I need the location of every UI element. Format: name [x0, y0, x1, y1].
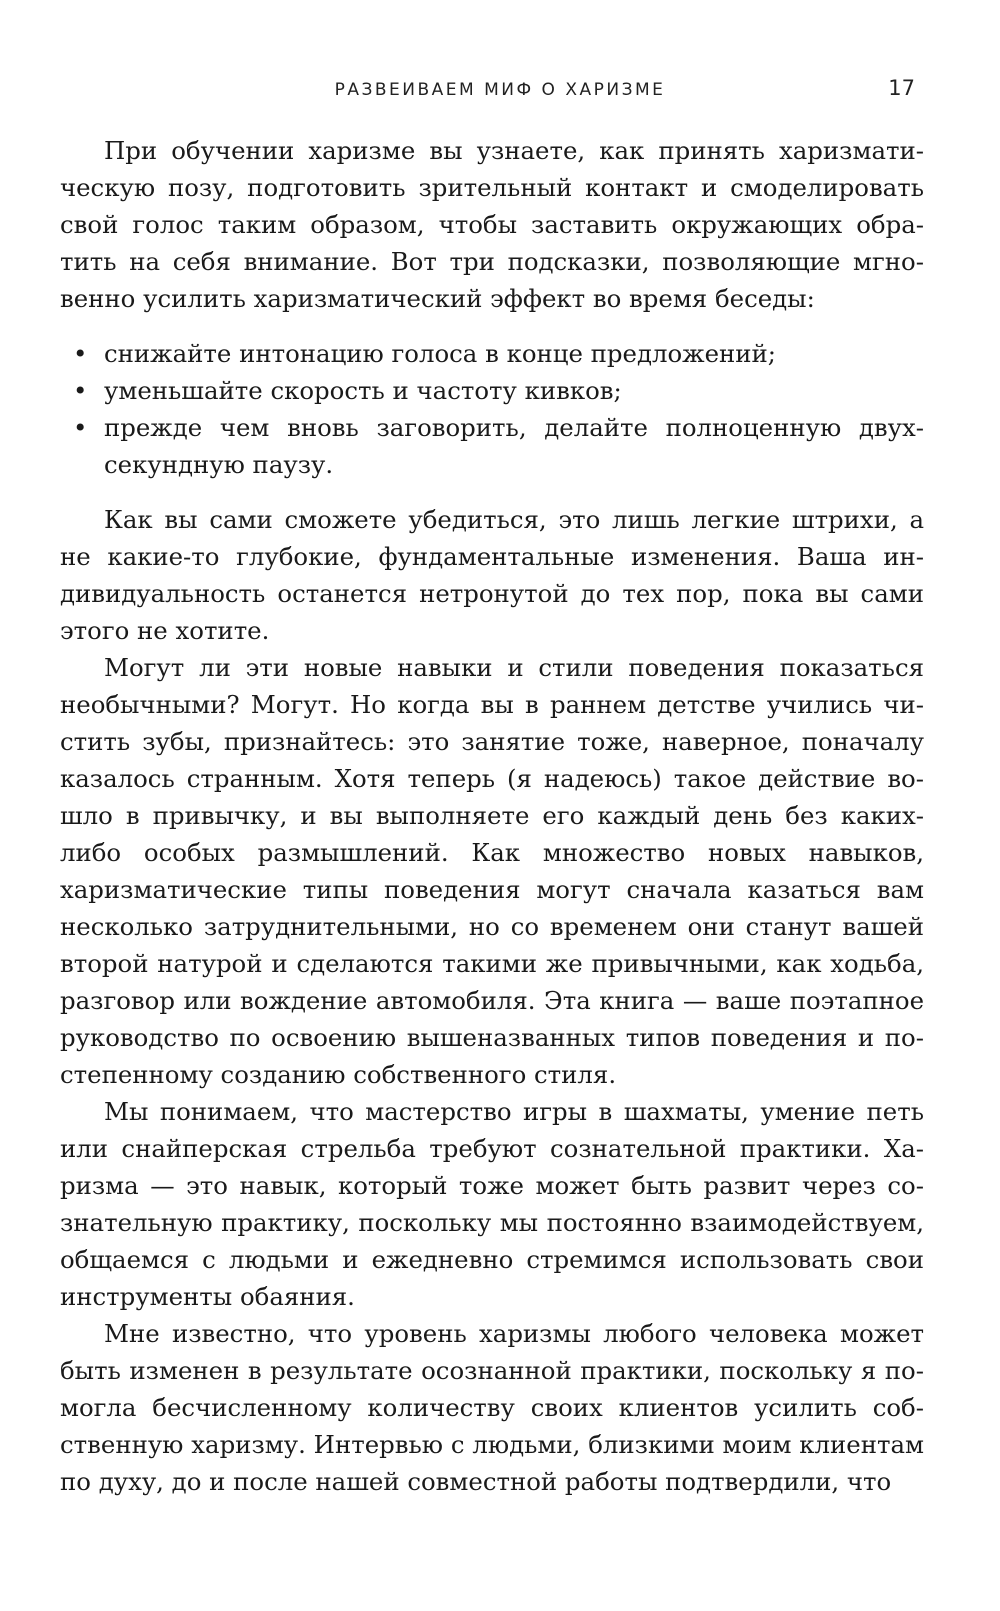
paragraph-4: Мы понимаем, что мастерство игры в шахматы, умение петь или снайперская стрельба требуют сознательной практики. Харизма — это навык, который тоже может быть развит через сознательную практику, поскольку мы постоянно взаимодействуем, общаемся с людьми и ежедневно стремимся использовать свои инструменты обаяния.	[60, 1097, 924, 1311]
paragraph-5: Мне известно, что уровень харизмы любого человека может быть изменен в результате осознанной практики, поскольку я помогла бесчисленному количеству своих клиентов усилить собственную харизму. Интервью с людьми, близкими моим клиентам по духу, до и после нашей совместной работы подтвердили, что	[60, 1319, 924, 1496]
list-item-text: снижайте интонацию голоса в конце предложений;	[104, 339, 777, 368]
bullet-marker: •	[73, 413, 88, 442]
body-text	[60, 132, 924, 1500]
paragraph-3: Могут ли эти новые навыки и стили поведения показаться необычными? Могут. Но когда вы в раннем детстве учились чистить зубы, признайтесь: это занятие тоже, наверное, поначалу казалось странным. Хотя теперь (я надеюсь) такое действие вошло в привычку, и вы выполняете его каждый день без каких-либо особых размышлений. Как множество новых навыков, харизматические типы поведения могут сначала казаться вам несколько затруднительными, но со временем они станут вашей второй натурой и сделаются такими же привычными, как ходьба, разговор или вождение автомобиля. Эта книга — ваше поэтапное руководство по освоению вышеназванных типов поведения и постепенному созданию собственного стиля.	[60, 653, 924, 1089]
running-header	[80, 76, 920, 106]
list-item	[60, 409, 924, 483]
list-item-text: прежде чем вновь заговорить, делайте полноценную двухсекундную паузу.	[104, 413, 924, 479]
list-item	[60, 372, 924, 409]
list-item-text: уменьшайте скорость и частоту кивков;	[104, 376, 622, 405]
paragraph-1: При обучении харизме вы узнаете, как принять харизматическую позу, подготовить зрительный контакт и смоделировать свой голос таким образом, чтобы заставить окружающих обратить на себя внимание. Вот три подсказки, позволяющие мгновенно усилить харизматический эффект во время беседы:	[60, 136, 924, 313]
page-number: 17	[888, 76, 915, 100]
bullet-marker: •	[73, 339, 88, 368]
running-title: РАЗВЕИВАЕМ МИФ О ХАРИЗМЕ	[334, 80, 666, 100]
bullet-list	[60, 335, 924, 483]
list-item	[60, 335, 924, 372]
paragraph-2: Как вы сами сможете убедиться, это лишь легкие штрихи, а не какие-то глубокие, фундаментальные изменения. Ваша индивидуальность останется нетронутой до тех пор, пока вы сами этого не хотите.	[60, 505, 924, 645]
bullet-marker: •	[73, 376, 88, 405]
